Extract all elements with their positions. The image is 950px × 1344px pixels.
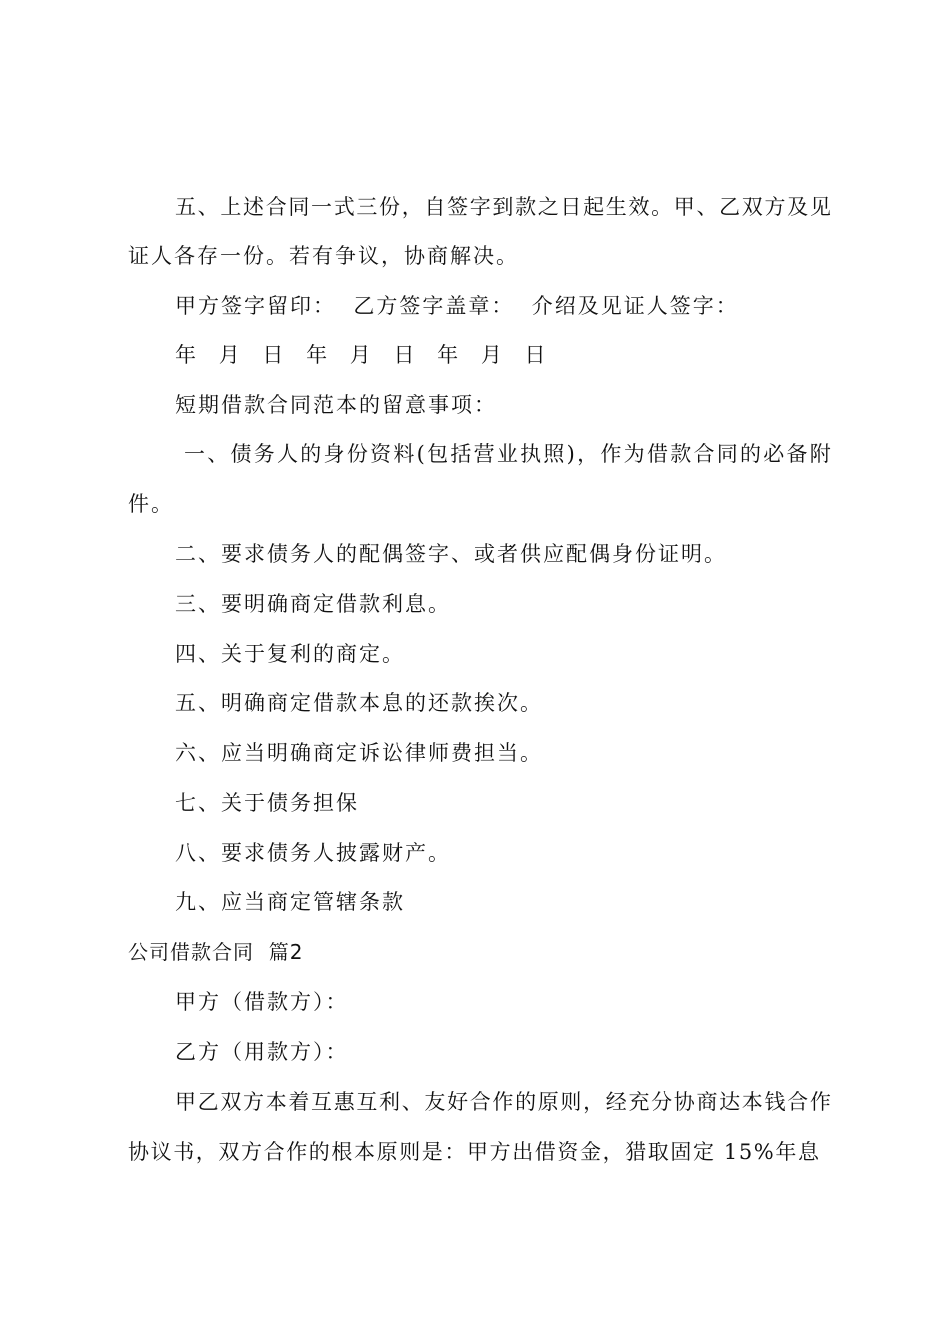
agreement-body-line2: 协议书，双方合作的根本原则是：甲方出借资金，猎取固定 15%年息 — [128, 1140, 821, 1164]
date-month-1: 月 — [218, 343, 242, 367]
notes-title: 短期借款合同范本的留意事项： — [175, 393, 497, 417]
date-day-3: 日 — [524, 343, 548, 367]
note-seven: 七、关于债务担保 — [175, 791, 359, 815]
agreement-body-line1: 甲 乙 双 方 本 着 互 惠 互 利 、 友 好 合 作 的 原 则 ， 经 充 分 协 商 达 本 钱 合 作 — [175, 1090, 831, 1114]
date-line — [175, 341, 560, 369]
party-b-label: 乙方（用款方）： — [175, 1040, 349, 1064]
note-six: 六、应当明确商定诉讼律师费担当。 — [175, 741, 543, 765]
date-day-1: 日 — [262, 343, 286, 367]
date-year-2: 年 — [306, 343, 330, 367]
signature-line: 甲方签字留印： 乙方签字盖章： 介绍及见证人签字： — [175, 294, 739, 318]
note-five: 五、明确商定借款本息的还款挨次。 — [175, 691, 543, 715]
date-month-2: 月 — [349, 343, 373, 367]
note-nine: 九、应当商定管辖条款 — [175, 890, 405, 914]
date-day-2: 日 — [393, 343, 417, 367]
section-heading: 公司借款合同 篇2 — [128, 940, 304, 964]
date-month-3: 月 — [480, 343, 504, 367]
note-two: 二、要求债务人的配偶签字、或者供应配偶身份证明。 — [175, 542, 727, 566]
note-one-line1: 一 、 债 务 人 的 身 份 资 料 ( 包 括 营 业 执 照 ) ， 作 为 借 款 合 同 的 必 备 附 — [183, 442, 831, 466]
note-four: 四、关于复利的商定。 — [175, 642, 405, 666]
date-year-1: 年 — [175, 343, 198, 367]
party-a-label: 甲方（借款方）： — [175, 990, 349, 1014]
date-year-3: 年 — [437, 343, 461, 367]
note-eight: 八、要求债务人披露财产。 — [175, 841, 451, 865]
clause-five-line2: 证人各存一份。若有争议，协商解决。 — [128, 244, 519, 268]
clause-five-line1: 五 、 上 述 合 同 一 式 三 份 ， 自 签 字 到 款 之 日 起 生 效 。 甲 、 乙 双 方 及 见 — [175, 195, 831, 219]
note-three: 三、要明确商定借款利息。 — [175, 592, 451, 616]
note-one-line2: 件。 — [128, 492, 174, 516]
